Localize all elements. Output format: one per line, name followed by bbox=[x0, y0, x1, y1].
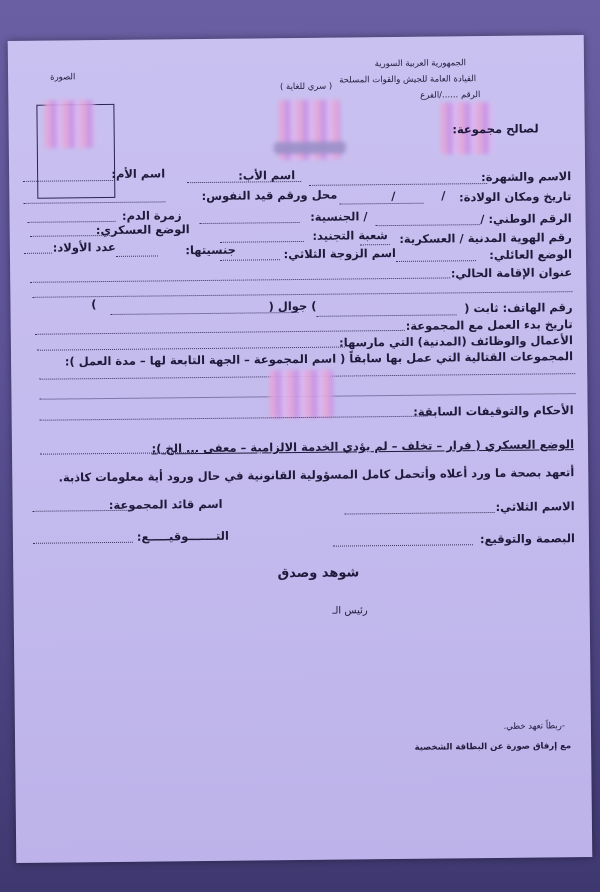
classification-label: ( سري للغاية ) bbox=[279, 81, 333, 93]
fingerprint-line bbox=[333, 544, 473, 546]
father-line bbox=[187, 181, 301, 183]
photo-label: الصورة bbox=[50, 72, 76, 83]
judgments-line bbox=[40, 416, 428, 421]
jobs-label: الأعمال والوظائف (المدنية) التي مارسها: bbox=[339, 333, 573, 350]
address-line-2 bbox=[32, 291, 572, 298]
national-no-line bbox=[376, 224, 480, 226]
phone-label: رقم الهاتف: ثابت ( bbox=[464, 300, 573, 316]
fingerprint-label: البصمة والتوقيع: bbox=[479, 531, 576, 547]
nationality-line bbox=[200, 222, 300, 224]
signature-label: التـــــــوقيـــــع: bbox=[136, 528, 229, 544]
dob-slash-2: / bbox=[391, 188, 396, 204]
wife-nationality-line bbox=[116, 255, 158, 256]
groups-label: المجموعات القتالية التي عمل بها سابقاً ( اسم المجموعة – الجهة التابعة لها – مدة العمل ): bbox=[64, 349, 574, 369]
header-line1: الجمهورية العربية السورية bbox=[374, 58, 467, 70]
pledge-text: أتعهد بصحة ما ورد أعلاه وأتحمل كامل المسؤولية القانونية في حال ورود أية معلومات كاذبة. bbox=[58, 465, 575, 485]
signature-line bbox=[33, 542, 133, 544]
mother-label: اسم الأم: bbox=[111, 166, 166, 181]
triple-name-line bbox=[345, 512, 495, 515]
start-date-line bbox=[35, 330, 405, 335]
father-label: اسم الأب: bbox=[238, 168, 296, 183]
commander-label: اسم قائد المجموعة: bbox=[108, 496, 223, 513]
footer-note-1: -ربطاً تعهد خطي. bbox=[503, 721, 565, 732]
national-no-label: الرقم الوطني: / bbox=[480, 211, 572, 227]
mobile-close: ) bbox=[91, 297, 97, 312]
dob-slash-1: / bbox=[441, 188, 446, 203]
phone-line bbox=[317, 314, 457, 316]
address-line-1 bbox=[30, 277, 450, 282]
id-card-label: رقم الهوية المدنية / العسكرية: bbox=[399, 230, 572, 246]
recruit-label: شعبة التجنيد: bbox=[312, 228, 388, 243]
redacted-stamp-text bbox=[274, 142, 346, 155]
wife-name-line bbox=[220, 259, 280, 261]
military-situation-label: الوضع العسكري ( فرار – تخلف – لم يؤدي الخدمة الالزامية – معفى ... الخ ): bbox=[151, 437, 575, 456]
military-status-label: الوضع العسكري: bbox=[95, 222, 190, 238]
nationality-label: / الجنسية: bbox=[310, 209, 368, 224]
judgments-label: الأحكام والتوقيفات السابقة: bbox=[413, 403, 574, 419]
mobile-label: ) جوال ( bbox=[268, 298, 317, 314]
family-status-label: الوضع العائلي: bbox=[489, 247, 573, 263]
header-line3: الرقم ....../الفرع bbox=[420, 90, 481, 101]
dob-line bbox=[339, 203, 423, 205]
mobile-line bbox=[111, 312, 299, 315]
redacted-photo bbox=[44, 100, 94, 149]
witnessed-label: شوهد وصدق bbox=[277, 565, 360, 582]
family-status-line bbox=[396, 260, 476, 262]
footer-note-2: مع إرفاق صورة عن البطاقة الشخصية bbox=[414, 741, 572, 753]
jobs-line bbox=[37, 347, 345, 351]
children-label: عدد الأولاد: bbox=[52, 239, 116, 255]
name-label: الاسم والشهرة: bbox=[480, 169, 572, 185]
to-group-label: لصالح مجموعة: bbox=[452, 121, 539, 137]
dob-label: تاريخ ومكان الولادة: bbox=[459, 189, 572, 205]
blood-label: زمرة الدم: bbox=[121, 208, 182, 223]
redacted-mark bbox=[269, 370, 333, 419]
wife-nationality-label: جنسيتها: bbox=[185, 242, 236, 258]
chief-label: رئيس الـ bbox=[332, 605, 368, 617]
triple-name-label: الاسم الثلاثي: bbox=[495, 499, 575, 514]
address-label: عنوان الإقامة الحالي: bbox=[450, 265, 573, 281]
header-line2: القيادة العامة للجيش والقوات المسلحة bbox=[339, 74, 477, 86]
name-line bbox=[309, 183, 487, 186]
registry-line bbox=[23, 201, 165, 203]
registry-label: محل ورقم قيد النفوس: bbox=[201, 187, 338, 204]
form-paper bbox=[8, 35, 593, 863]
children-line bbox=[24, 253, 52, 254]
start-date-label: تاريخ بدء العمل مع المجموعة: bbox=[405, 317, 573, 333]
wife-name-label: اسم الزوجة الثلاثي: bbox=[283, 245, 397, 262]
